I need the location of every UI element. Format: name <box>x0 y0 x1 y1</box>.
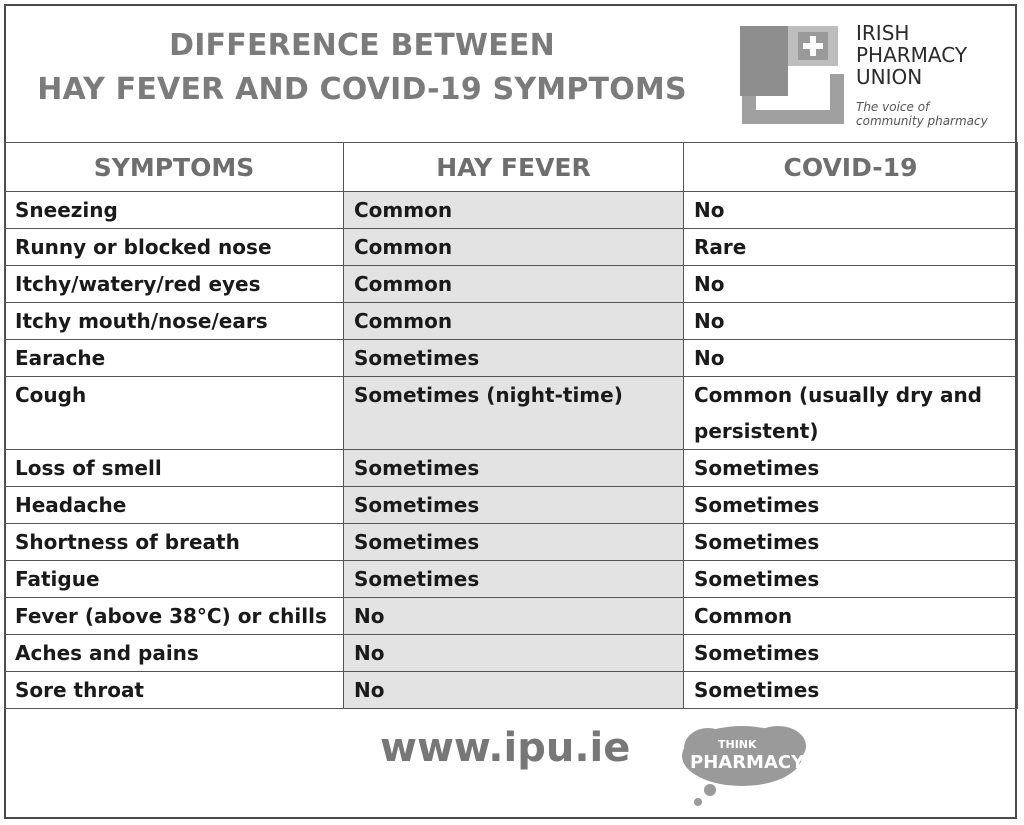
covid-cell: Common (usually dry and persistent) <box>684 377 1018 450</box>
logo-line-1: IRISH <box>856 21 910 45</box>
symptom-cell: Cough <box>5 377 344 450</box>
covid-cell: No <box>684 192 1018 229</box>
hay-fever-cell: No <box>344 635 684 672</box>
symptom-cell: Earache <box>5 340 344 377</box>
covid-cell: No <box>684 303 1018 340</box>
thought-bubble-icon <box>680 720 830 810</box>
table-row <box>5 377 1018 450</box>
hay-fever-cell: Common <box>344 229 684 266</box>
covid-cell: Sometimes <box>684 487 1018 524</box>
logo-tag-1: The voice of <box>856 100 930 114</box>
symptom-cell: Headache <box>5 487 344 524</box>
table-row <box>5 635 1018 672</box>
table-row <box>5 561 1018 598</box>
logo-line-3: UNION <box>856 65 923 89</box>
symptom-cell: Runny or blocked nose <box>5 229 344 266</box>
symptom-cell: Loss of smell <box>5 450 344 487</box>
header-hay-fever: HAY FEVER <box>344 143 684 192</box>
hay-fever-cell: Common <box>344 266 684 303</box>
page-title <box>22 24 702 112</box>
covid-cell: Sometimes <box>684 450 1018 487</box>
hay-fever-cell: Common <box>344 192 684 229</box>
hay-fever-cell: Sometimes <box>344 524 684 561</box>
hay-fever-cell: Sometimes <box>344 487 684 524</box>
ipu-logo <box>740 22 1000 132</box>
table-row <box>5 598 1018 635</box>
hay-fever-cell: No <box>344 672 684 709</box>
title-line-2: HAY FEVER AND COVID-19 SYMPTOMS <box>37 72 687 107</box>
covid-cell: Sometimes <box>684 672 1018 709</box>
hay-fever-cell: Sometimes <box>344 450 684 487</box>
table-row <box>5 450 1018 487</box>
hay-fever-cell: Sometimes <box>344 340 684 377</box>
header-symptoms: SYMPTOMS <box>5 143 344 192</box>
table-header-row <box>5 143 1018 192</box>
table-row <box>5 192 1018 229</box>
symptom-cell: Itchy/watery/red eyes <box>5 266 344 303</box>
website-url[interactable]: www.ipu.ie <box>380 725 631 771</box>
symptom-cell: Itchy mouth/nose/ears <box>5 303 344 340</box>
table-row <box>5 340 1018 377</box>
covid-cell: Sometimes <box>684 561 1018 598</box>
hay-fever-cell: Sometimes <box>344 561 684 598</box>
logo-tag-2: community pharmacy <box>856 114 988 128</box>
symptom-cell: Aches and pains <box>5 635 344 672</box>
covid-cell: Sometimes <box>684 635 1018 672</box>
symptom-cell: Sneezing <box>5 192 344 229</box>
symptom-cell: Sore throat <box>5 672 344 709</box>
logo-wordmark <box>856 22 967 88</box>
table-row <box>5 266 1018 303</box>
covid-cell: No <box>684 340 1018 377</box>
covid-cell: Sometimes <box>684 524 1018 561</box>
symptom-cell: Shortness of breath <box>5 524 344 561</box>
pharmacy-cross-icon <box>740 22 852 128</box>
symptom-table <box>4 142 1018 709</box>
covid-cell: Rare <box>684 229 1018 266</box>
table-row <box>5 303 1018 340</box>
header-covid: COVID-19 <box>684 143 1018 192</box>
covid-cell: Common <box>684 598 1018 635</box>
logo-tagline <box>856 100 988 128</box>
table-row <box>5 672 1018 709</box>
symptom-cell: Fatigue <box>5 561 344 598</box>
hay-fever-cell: Sometimes (night-time) <box>344 377 684 450</box>
table-row <box>5 229 1018 266</box>
hay-fever-cell: No <box>344 598 684 635</box>
badge-line-1: THINK <box>718 738 757 751</box>
hay-fever-cell: Common <box>344 303 684 340</box>
logo-line-2: PHARMACY <box>856 43 968 67</box>
think-pharmacy-badge <box>680 720 830 810</box>
table-row <box>5 524 1018 561</box>
covid-cell: No <box>684 266 1018 303</box>
table-row <box>5 487 1018 524</box>
badge-line-2: PHARMACY <box>690 752 805 773</box>
symptom-cell: Fever (above 38°C) or chills <box>5 598 344 635</box>
title-line-1: DIFFERENCE BETWEEN <box>169 28 555 63</box>
